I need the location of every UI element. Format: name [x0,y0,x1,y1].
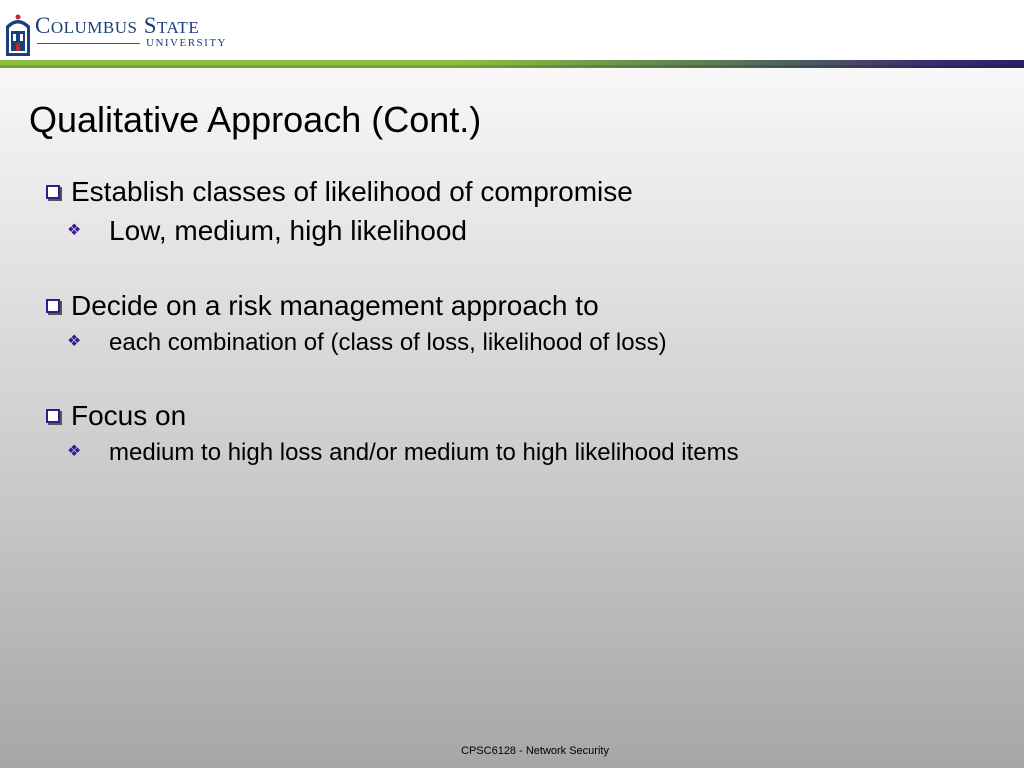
logo-wordmark: COLUMBUS STATE [35,13,200,38]
sub-bullet-item [44,436,1004,470]
bullet-text: Decide on a risk management approach to [71,290,599,321]
university-seal-icon [4,12,32,56]
bullet-text: Focus on [71,400,187,431]
hollow-square-icon [46,299,60,313]
sub-bullet-text: each combination of (class of loss, likelihood of loss) [109,329,667,356]
slide-title: Qualitative Approach (Cont.) [29,99,482,140]
bullet-item [44,286,1004,326]
bullet-item [44,396,1004,436]
sub-bullet-item [44,212,1004,250]
sub-bullet-text: Low, medium, high likelihood [109,215,467,246]
sub-bullet-text: medium to high loss and/or medium to high likelihood items [109,439,739,466]
slide-footer: CPSC6128 - Network Security [461,745,609,757]
hollow-square-icon [46,185,60,199]
hollow-square-icon [46,409,60,423]
four-diamond-icon: ❖ [67,333,82,350]
bullet-item [44,172,1004,212]
university-logo [4,8,244,58]
four-diamond-icon: ❖ [67,443,82,460]
bullet-text: Establish classes of likelihood of compromise [71,176,633,207]
header-accent-bar [0,60,1024,68]
sub-bullet-item [44,326,1004,360]
logo-rule [37,43,140,44]
slide-content [44,172,1004,470]
header-band [0,0,1024,60]
logo-subline: UNIVERSITY [146,37,227,49]
four-diamond-icon: ❖ [67,222,82,239]
